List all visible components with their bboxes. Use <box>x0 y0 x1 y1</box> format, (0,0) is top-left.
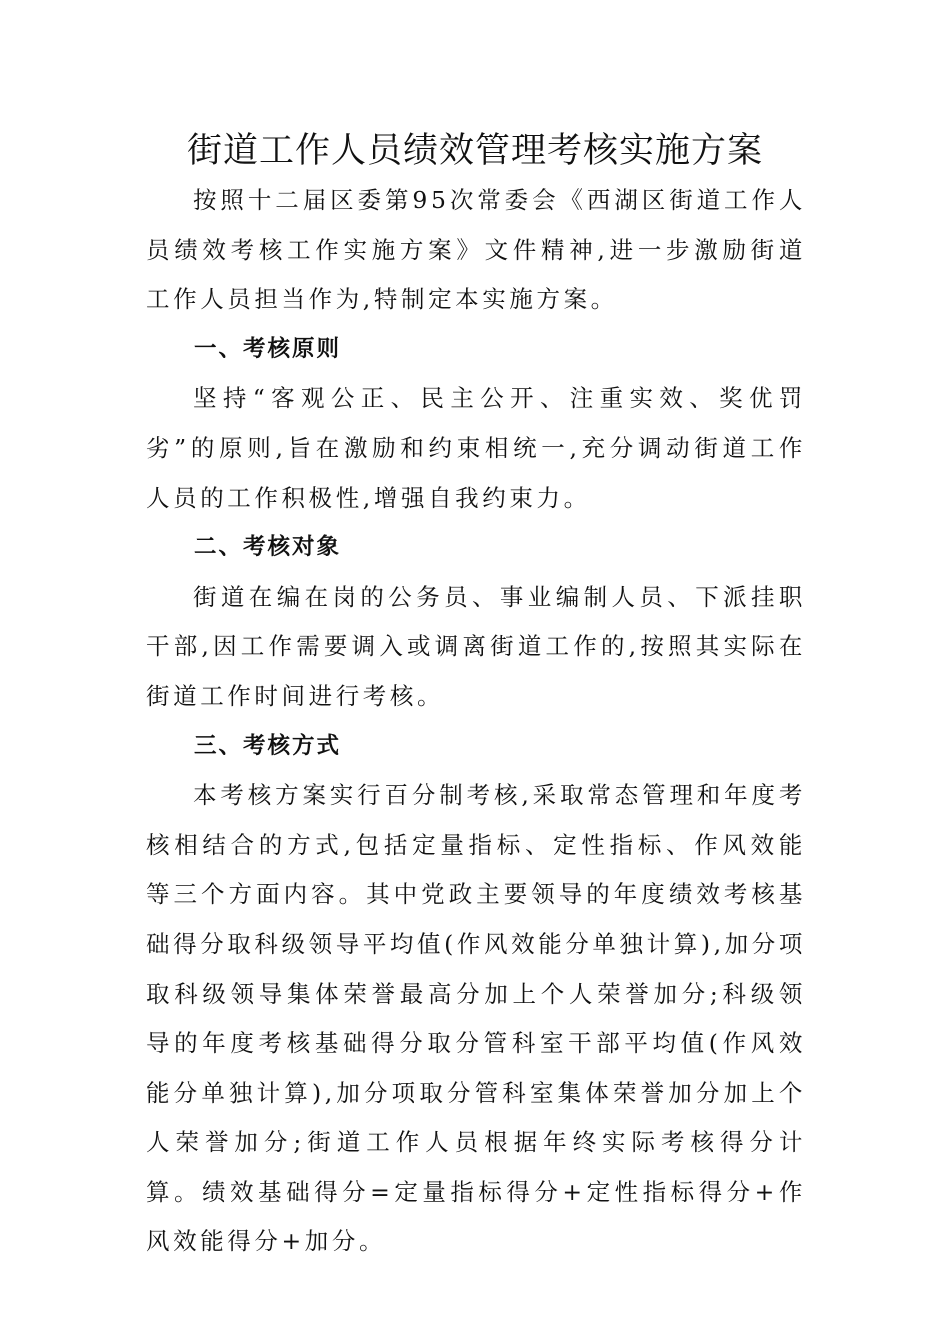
intro-paragraph: 按照十二届区委第95次常委会《西湖区街道工作人员绩效考核工作实施方案》文件精神,进一步激励街道工作人员担当作为,特制定本实施方案。 <box>146 186 806 314</box>
section-body-principles: 坚持“客观公正、民主公开、注重实效、奖优罚劣”的原则,旨在激励和约束相统一,充分调动街道工作人员的工作积极性,增强自我约束力。 <box>146 384 806 512</box>
document-title: 街道工作人员绩效管理考核实施方案 <box>186 131 763 171</box>
section-body-methods: 本考核方案实行百分制考核,采取常态管理和年度考核相结合的方式,包括定量指标、定性指标、作风效能等三个方面内容。其中党政主要领导的年度绩效考核基础得分取科级领导平均值(作风效能分单独计算),加分项取科级领导集体荣誉最高分加上个人荣誉加分;科级领导的年度考核基础得分取分管科室干部平均值(作风效能分单独计算),加分项取分管科室集体荣誉加分加上个人荣誉加分;街道工作人员根据年终实际考核得分计算。绩效基础得分=定量指标得分+定性指标得分+作风效能得分+加分。 <box>146 781 806 1256</box>
section-body-targets: 街道在编在岗的公务员、事业编制人员、下派挂职干部,因工作需要调入或调离街道工作的,按照其实际在街道工作时间进行考核。 <box>146 582 806 710</box>
section-heading-targets: 二、考核对象 <box>194 534 342 561</box>
section-heading-methods: 三、考核方式 <box>194 732 342 759</box>
section-heading-principles: 一、考核原则 <box>194 335 342 362</box>
document-body <box>146 176 806 1267</box>
